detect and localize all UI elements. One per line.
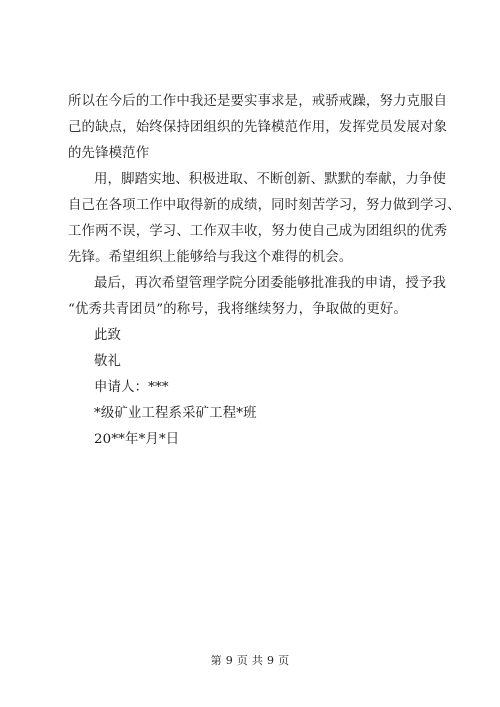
applicant-line: 申请人：***	[94, 380, 169, 395]
paragraph-2-line-4: 先锋。希望组织上能够给与我这个难得的机会。	[68, 250, 353, 265]
class-line: *级矿业工程系采矿工程*班	[94, 406, 257, 421]
paragraph-1-line-3: 的先锋模范作	[68, 146, 150, 161]
paragraph-2-line-2: 自己在各项工作中取得新的成绩，同时刻苦学习，努力做到学习、	[68, 198, 461, 213]
paragraph-3-line-2: “优秀共青团员”的称号，我将继续努力，争取做的更好。	[68, 302, 407, 317]
page-number-footer: 第 9 页 共 9 页	[210, 654, 290, 667]
closing-ci-zhi: 此致	[94, 328, 122, 343]
closing-jing-li: 敬礼	[94, 354, 122, 369]
paragraph-1-line-1: 所以在今后的工作中我还是要实事求是，戒骄戒躁，努力克服自	[68, 94, 448, 109]
paragraph-3-line-1: 最后，再次希望管理学院分团委能够批准我的申请，授予我	[94, 276, 447, 291]
paragraph-2-line-1: 用，脚踏实地、积极进取、不断创新、默默的奉献，力争使	[94, 172, 447, 187]
paragraph-1-line-2: 己的缺点，始终保持团组织的先锋模范作用，发挥党员发展对象	[68, 120, 448, 135]
paragraph-2-line-3: 工作两不误，学习、工作双丰收，努力使自己成为团组织的优秀	[68, 224, 448, 239]
date-line: 20**年*月*日	[94, 432, 180, 447]
